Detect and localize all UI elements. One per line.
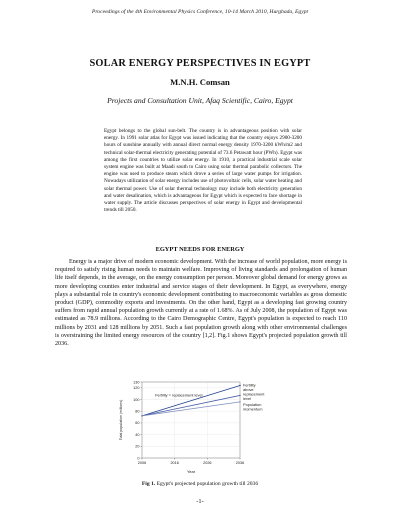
abstract: Egypt belongs to the global sun-belt. The country is in advantageous position with solar energy. In 1991 solar atlas for Egypt was issued indicating that the country enjoys 2900-3200 hours of sunshine annually with annual direct normal energy density 1970-3200 kWh/m2 and technical solar-thermal electricity generating potential of 73.6 Petawatt hour (PWh). Egypt was among the first countries to utilize solar energy. In 1910, a practical industrial scale solar system engine was built at Maadi south to Cairo using solar thermal parabolic collectors. The engine was used to produce steam which drove a series of large water pumps for irrigation. Nowadays utilization of solar energy includes use of photovoltaic cells, solar water heating and solar thermal power. Use of solar thermal technology may include both electricity generation and water desalination, which is advantageous for Egypt which is expected to face shortage in water supply. The article discusses perspectives of solar energy in Egypt and developmental trends till 2050. — [104, 128, 302, 214]
y-tick-label: 80 — [135, 409, 140, 414]
figure-caption — [0, 481, 400, 487]
author-name: M.N.H. Comsan — [170, 77, 230, 87]
x-tick-label: 2016 — [170, 461, 179, 465]
y-tick-label: 60 — [135, 421, 140, 426]
page-number: -1- — [196, 498, 204, 505]
annotation-momentum: momentum — [243, 406, 263, 412]
body-paragraph: Energy is a major drive of modern economic development. With the increase of world population, more energy is required to satisfy rising human needs to maintain welfare. Improving of living standards and prolongation of human life itself depends, in the average, on the energy consumption per person. Moreover global demand for energy grows as more developing counties enter industrial and service stages of their development. In Egypt, as everywhere, energy plays a substantial role in country's economic development contributing to macroeconomic variables as gross domestic product (GDP), commodity exports and investments. On the other hand, Egypt as a developing fast growing country suffers from rapid annual population growth currently at a rate of 1.68%. As of July 2008, the population of Egypt was estimated as 78.9 millions. According to the Cairo Demographic Centre, Egypt's population is expected to reach 110 millions by 2031 and 128 millions by 2051. Such a fast population growth along with other environmental challenges is overstraining the limited energy resources of the country [1,2]. Fig.1 shows Egypt's projected population growth till 2036. — [55, 259, 347, 348]
series-point — [239, 395, 240, 396]
y-tick-label: 120 — [133, 386, 140, 391]
y-tick-label: 130 — [133, 380, 140, 385]
series-point — [239, 401, 240, 402]
x-tick-label: 2026 — [203, 461, 212, 465]
chart-svg — [112, 380, 288, 476]
y-axis-label: Total population (millions) — [119, 399, 123, 441]
paper-title: SOLAR ENERGY PERSPECTIVES IN EGYPT — [89, 58, 311, 69]
series-point — [239, 385, 240, 386]
running-header: Proceedings of the 4th Environmental Physics Conference, 10-14 March 2010, Hurghada, Egypt — [91, 9, 309, 15]
figure-caption-label: Fig 1. — [141, 481, 156, 487]
annotation-replacement-level: Fertility = replacement level — [155, 392, 203, 398]
y-tick-label: 40 — [135, 432, 140, 437]
y-tick-label: 0 — [137, 456, 140, 461]
y-tick-label: 100 — [133, 397, 140, 402]
section-heading: EGYPT NEEDS FOR ENERGY — [155, 246, 245, 253]
figure-caption-text: Egypt's projected population growth till 2036 — [156, 481, 259, 487]
series-point — [141, 415, 142, 416]
population-chart — [112, 380, 288, 476]
x-tick-label: 2006 — [137, 461, 147, 465]
y-tick-label: 20 — [135, 444, 140, 449]
annotation-above-replacement: Fertility — [243, 382, 256, 388]
x-axis-label: Year — [186, 469, 196, 474]
body-text — [55, 258, 347, 348]
x-tick-label: 2036 — [235, 461, 245, 465]
annotation-above-replacement: above — [243, 387, 254, 393]
annotation-momentum: Population — [243, 401, 262, 407]
annotation-above-replacement: level — [243, 396, 252, 402]
annotation-above-replacement: replacement — [243, 391, 265, 397]
author-affiliation: Projects and Consultation Unit, Afaq Scientific, Cairo, Egypt — [107, 96, 293, 105]
